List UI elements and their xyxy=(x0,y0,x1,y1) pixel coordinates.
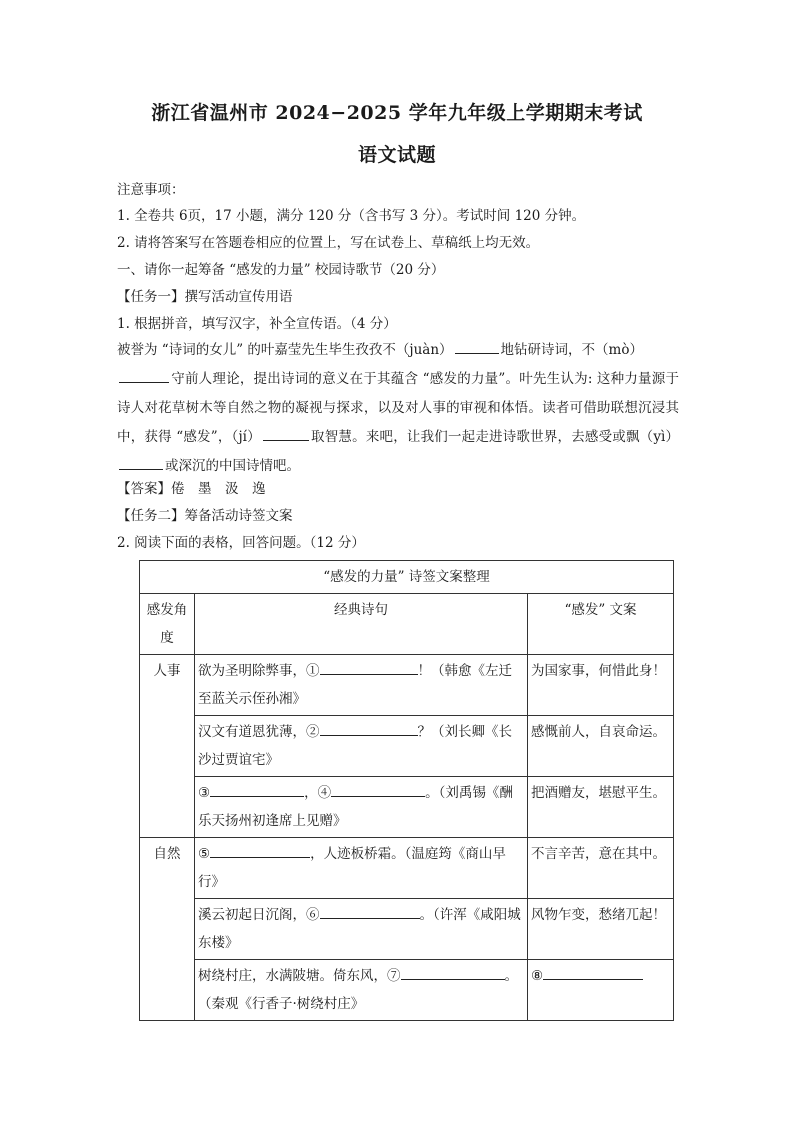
passage-part-4: 取智慧。来吧，让我们一起走进诗歌世界，去感受或飘（yì） xyxy=(310,429,679,445)
blank-poem-4[interactable] xyxy=(331,782,425,797)
answer-line: 【答案】倦 墨 汲 逸 xyxy=(117,481,266,497)
blank-poem-5[interactable] xyxy=(210,843,310,858)
exam-subtitle: 语文试题 xyxy=(357,144,436,166)
poem-row-6: 树绕村庄，水满陂塘。倚东风，⑦ 。（秦观《行香子·树绕村庄》 xyxy=(195,960,528,1021)
section-1-heading: 一、请你一起筹备 “感发的力量” 校园诗歌节（20 分） xyxy=(117,262,445,278)
angle-ziran: 自然 xyxy=(140,838,195,1021)
poem-row-3: ③ ，④ 。（刘禹锡《酬乐天扬州初逢席上见赠》 xyxy=(195,777,528,838)
blank-3[interactable] xyxy=(263,426,309,441)
task-2-heading: 【任务二】筹备活动诗签文案 xyxy=(117,508,293,524)
blank-1[interactable] xyxy=(455,339,499,354)
blank-4[interactable] xyxy=(119,455,163,470)
blank-poem-2[interactable] xyxy=(320,721,418,736)
question-2: 2. 阅读下面的表格，回答问题。（12 分） xyxy=(117,535,365,551)
question-1-passage xyxy=(117,336,679,481)
copy-row-2: 感慨前人，自哀命运。 xyxy=(528,716,674,777)
table-caption: “感发的力量” 诗签文案整理 xyxy=(140,561,674,594)
passage-part-1: 被誉为 “诗词的女儿” 的叶嘉莹先生毕生孜孜不（juàn） xyxy=(117,342,453,358)
passage-part-5: 或深沉的中国诗情吧。 xyxy=(165,458,300,474)
copy-row-6: ⑧ xyxy=(528,960,674,1021)
notes-header: 注意事项： xyxy=(117,182,185,198)
exam-title: 浙江省温州市 2024−2025 学年九年级上学期期末考试 xyxy=(151,102,643,124)
blank-poem-7[interactable] xyxy=(401,965,505,980)
header-poem: 经典诗句 xyxy=(195,594,528,655)
note-1: 1. 全卷共 6页，17 小题，满分 120 分（含书写 3 分）。考试时间 120 分钟。 xyxy=(117,208,586,224)
copy-row-4: 不言辛苦，意在其中。 xyxy=(528,838,674,899)
poem-row-4: ⑤ ，人迹板桥霜。（温庭筠《商山早行》 xyxy=(195,838,528,899)
poetry-table xyxy=(139,560,674,1021)
header-copy: “感发” 文案 xyxy=(528,594,674,655)
poem-row-5: 溪云初起日沉阁，⑥ 。（许浑《咸阳城东楼》 xyxy=(195,899,528,960)
blank-poem-3[interactable] xyxy=(210,782,304,797)
blank-poem-6[interactable] xyxy=(320,904,420,919)
poem-row-1: 欲为圣明除弊事，① ！（韩愈《左迁至蓝关示侄孙湘》 xyxy=(195,655,528,716)
passage-part-3: 守前人理论，提出诗词的意义在于其蕴含 “感发的力量”。叶先生认为: 这种力量源于诗人对花草树木等自然之物的凝视与探求，以及对人事的审视和体悟。读者可借助联想沉浸其中，获得 “感发”，（jí） xyxy=(117,371,679,445)
copy-row-5: 风物乍变，愁绪兀起！ xyxy=(528,899,674,960)
copy-row-1: 为国家事，何惜此身！ xyxy=(528,655,674,716)
task-1-heading: 【任务一】撰写活动宣传用语 xyxy=(117,289,293,305)
header-angle: 感发角度 xyxy=(140,594,195,655)
passage-part-2: 地钻研诗词，不（mò） xyxy=(500,342,643,358)
note-2: 2. 请将答案写在答题卷相应的位置上，写在试卷上、草稿纸上均无效。 xyxy=(117,235,540,251)
copy-row-3: 把酒赠友，堪慰平生。 xyxy=(528,777,674,838)
angle-renshi: 人事 xyxy=(140,655,195,838)
question-1: 1. 根据拼音，填写汉字，补全宣传语。（4 分） xyxy=(117,316,397,332)
poem-row-2: 汉文有道恩犹薄，② ？（刘长卿《长沙过贾谊宅》 xyxy=(195,716,528,777)
blank-poem-1[interactable] xyxy=(320,660,418,675)
blank-2[interactable] xyxy=(119,368,169,383)
blank-copy-8[interactable] xyxy=(543,965,643,980)
